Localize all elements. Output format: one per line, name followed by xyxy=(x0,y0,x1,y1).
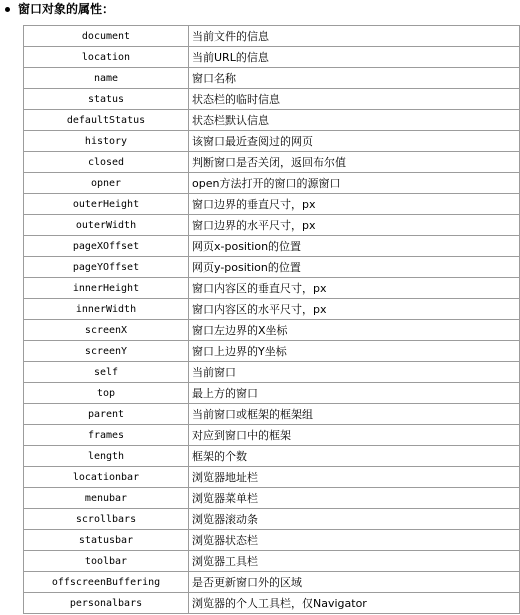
property-description-cell: 状态栏默认信息 xyxy=(189,110,520,131)
property-description-cell: 窗口内容区的垂直尺寸，px xyxy=(189,278,520,299)
property-name-cell: innerHeight xyxy=(24,278,189,299)
properties-table-body xyxy=(24,26,520,614)
property-name-cell: locationbar xyxy=(24,467,189,488)
property-name-cell: self xyxy=(24,362,189,383)
table-row xyxy=(24,299,520,320)
property-description-cell: 浏览器地址栏 xyxy=(189,467,520,488)
property-name-cell: status xyxy=(24,89,189,110)
property-name-cell: defaultStatus xyxy=(24,110,189,131)
table-row xyxy=(24,68,520,89)
property-name-cell: name xyxy=(24,68,189,89)
property-name-cell: screenY xyxy=(24,341,189,362)
table-row xyxy=(24,89,520,110)
property-description-cell: 判断窗口是否关闭，返回布尔值 xyxy=(189,152,520,173)
table-row xyxy=(24,446,520,467)
property-name-cell: closed xyxy=(24,152,189,173)
property-name-cell: frames xyxy=(24,425,189,446)
property-description-cell: 窗口边界的水平尺寸，px xyxy=(189,215,520,236)
property-name-cell: toolbar xyxy=(24,551,189,572)
property-name-cell: top xyxy=(24,383,189,404)
table-row xyxy=(24,425,520,446)
property-name-cell: innerWidth xyxy=(24,299,189,320)
table-row xyxy=(24,194,520,215)
property-description-cell: 浏览器的个人工具栏，仅Navigator xyxy=(189,593,520,614)
property-name-cell: scrollbars xyxy=(24,509,189,530)
table-row xyxy=(24,131,520,152)
property-description-cell: 浏览器工具栏 xyxy=(189,551,520,572)
table-row xyxy=(24,488,520,509)
property-description-cell: 网页y-position的位置 xyxy=(189,257,520,278)
property-description-cell: 当前窗口或框架的框架组 xyxy=(189,404,520,425)
property-name-cell: history xyxy=(24,131,189,152)
table-row xyxy=(24,467,520,488)
table-row xyxy=(24,47,520,68)
table-row xyxy=(24,236,520,257)
table-row xyxy=(24,362,520,383)
property-description-cell: 当前文件的信息 xyxy=(189,26,520,47)
property-description-cell: open方法打开的窗口的源窗口 xyxy=(189,173,520,194)
table-row xyxy=(24,26,520,47)
property-description-cell: 是否更新窗口外的区域 xyxy=(189,572,520,593)
property-description-cell: 最上方的窗口 xyxy=(189,383,520,404)
table-row xyxy=(24,257,520,278)
property-description-cell: 框架的个数 xyxy=(189,446,520,467)
table-row xyxy=(24,278,520,299)
property-name-cell: offscreenBuffering xyxy=(24,572,189,593)
property-description-cell: 窗口上边界的Y坐标 xyxy=(189,341,520,362)
table-row xyxy=(24,404,520,425)
section-heading-text: 窗口对象的属性： xyxy=(18,2,115,16)
table-row xyxy=(24,215,520,236)
property-description-cell: 该窗口最近查阅过的网页 xyxy=(189,131,520,152)
property-description-cell: 当前URL的信息 xyxy=(189,47,520,68)
property-name-cell: pageYOffset xyxy=(24,257,189,278)
table-row xyxy=(24,530,520,551)
table-row xyxy=(24,320,520,341)
property-name-cell: document xyxy=(24,26,189,47)
property-name-cell: screenX xyxy=(24,320,189,341)
property-name-cell: location xyxy=(24,47,189,68)
table-row xyxy=(24,572,520,593)
property-name-cell: menubar xyxy=(24,488,189,509)
property-description-cell: 对应到窗口中的框架 xyxy=(189,425,520,446)
properties-table-container xyxy=(23,25,520,614)
table-row xyxy=(24,110,520,131)
property-name-cell: personalbars xyxy=(24,593,189,614)
properties-table xyxy=(24,26,520,614)
table-row xyxy=(24,341,520,362)
property-name-cell: statusbar xyxy=(24,530,189,551)
table-row xyxy=(24,593,520,614)
property-description-cell: 浏览器菜单栏 xyxy=(189,488,520,509)
property-description-cell: 窗口边界的垂直尺寸，px xyxy=(189,194,520,215)
property-name-cell: opner xyxy=(24,173,189,194)
property-description-cell: 浏览器状态栏 xyxy=(189,530,520,551)
property-name-cell: pageXOffset xyxy=(24,236,189,257)
property-name-cell: outerHeight xyxy=(24,194,189,215)
property-description-cell: 浏览器滚动条 xyxy=(189,509,520,530)
bullet-icon xyxy=(5,7,10,12)
property-name-cell: length xyxy=(24,446,189,467)
property-name-cell: outerWidth xyxy=(24,215,189,236)
property-description-cell: 当前窗口 xyxy=(189,362,520,383)
property-name-cell: parent xyxy=(24,404,189,425)
table-row xyxy=(24,173,520,194)
property-description-cell: 网页x-position的位置 xyxy=(189,236,520,257)
table-row xyxy=(24,551,520,572)
table-row xyxy=(24,383,520,404)
table-row xyxy=(24,152,520,173)
property-description-cell: 窗口左边界的X坐标 xyxy=(189,320,520,341)
property-description-cell: 状态栏的临时信息 xyxy=(189,89,520,110)
property-description-cell: 窗口内容区的水平尺寸，px xyxy=(189,299,520,320)
property-description-cell: 窗口名称 xyxy=(189,68,520,89)
table-row xyxy=(24,509,520,530)
section-heading xyxy=(0,0,114,18)
